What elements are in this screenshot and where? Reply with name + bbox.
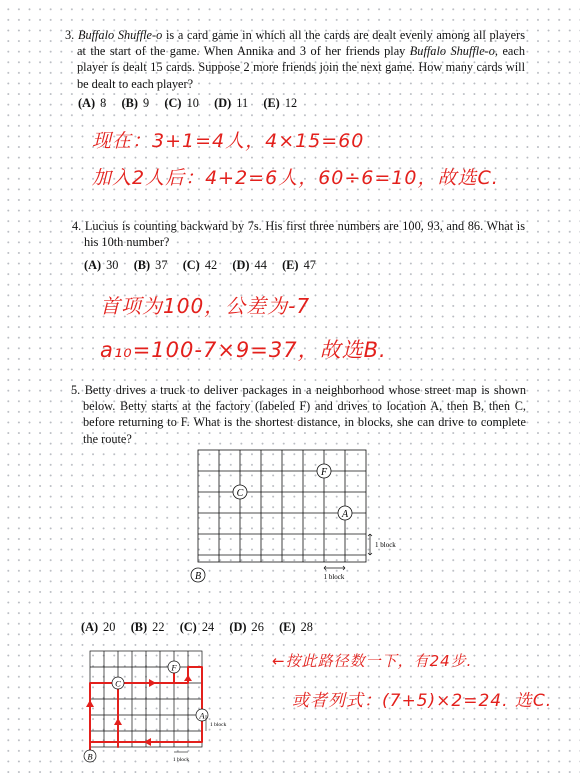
horizontal-scale-label: 1 block [323, 573, 345, 581]
question-5-text [71, 382, 526, 447]
question-text-part: is a card game in which all the cards are dealt evenly among all players at the start of the game. When Annika and 3 of her friends play [77, 28, 525, 59]
map-grid [198, 450, 366, 562]
question-text: Lucius is counting backward by 7s. His first three numbers are 100, 93, and 86. What is his 10th number? [84, 219, 525, 250]
handwritten-note: 或者列式：(7+5)×2=24. 选C. [292, 691, 553, 711]
choice-label: (B) [133, 258, 151, 272]
street-map [188, 448, 418, 593]
game-name: Buffalo Shuffle-o [409, 44, 495, 59]
choice-label: (B) [121, 96, 138, 110]
location-c-marker [112, 677, 124, 689]
choice-value: 9 [143, 96, 150, 110]
choice-value: 47 [303, 258, 316, 272]
choice-label: (A) [81, 620, 99, 634]
choice-label: (E) [263, 96, 280, 110]
choice-value: 20 [103, 620, 116, 634]
location-label: F [320, 467, 328, 478]
choice-label: (C) [179, 620, 197, 634]
choice-label: (D) [232, 258, 250, 272]
choice-label: (B) [130, 620, 148, 634]
question-5 [71, 382, 526, 447]
location-f-marker [317, 464, 331, 478]
location-f-marker [168, 661, 180, 673]
handwritten-note: 加入2人后：4+2=6人，60÷6=10，故选C. [92, 167, 499, 189]
choice-label: (D) [214, 96, 232, 110]
choice-value: 10 [186, 96, 199, 110]
answer-choices-q3 [78, 96, 297, 111]
question-text: Betty drives a truck to deliver packages in a neighborhood whose street map is shown below. Betty starts at the factory (labeled F) and drives to location A, then B, then C, before returning to F. What is the shortest distance, in blocks, she can drive to complete the route? [83, 383, 526, 446]
vertical-scale-label: 1 block [210, 722, 227, 728]
question-number: 3. [65, 28, 75, 42]
choice-label: (E) [282, 258, 299, 272]
choice-label: (D) [229, 620, 247, 634]
choice-value: 42 [204, 258, 218, 272]
choice-value: 37 [155, 258, 168, 272]
question-4 [72, 218, 525, 250]
location-label: C [115, 678, 121, 689]
choice-value: 11 [236, 96, 249, 110]
choice-value: 12 [284, 96, 298, 110]
location-label: B [87, 751, 93, 762]
solution-street-map [80, 648, 250, 766]
location-label: C [236, 488, 244, 499]
location-label: F [171, 662, 177, 673]
question-text-part: , each player is dealt 15 cards. Suppose 2 more friends join the next game. How many cards will be dealt to each player? [77, 44, 525, 91]
choice-value: 24 [201, 620, 215, 634]
map-grid [90, 651, 202, 747]
question-number: 4. [72, 219, 82, 233]
choice-value: 44 [254, 258, 267, 272]
horizontal-scale-marker [324, 566, 345, 570]
question-number: 5. [71, 383, 81, 397]
choice-value: 26 [251, 620, 264, 634]
handwritten-note: 现在：3+1=4人，4×15=60 [92, 130, 365, 152]
location-a-marker [338, 506, 352, 520]
answer-choices-q4 [84, 258, 316, 273]
choice-value: 30 [106, 258, 119, 272]
game-name: Buffalo Shuffle-o [77, 28, 163, 42]
question-4-text [72, 218, 525, 250]
question-3 [65, 27, 525, 92]
vertical-scale-marker [368, 534, 372, 555]
answer-choices-q5 [81, 620, 313, 635]
choice-label: (E) [279, 620, 296, 634]
handwritten-note: ←按此路径数一下，有24步. [272, 652, 473, 670]
choice-value: 28 [300, 620, 313, 634]
choice-label: (C) [164, 96, 182, 110]
choice-value: 22 [152, 620, 165, 634]
choice-value: 8 [100, 96, 107, 110]
location-label: A [341, 509, 349, 520]
location-b-marker [191, 568, 205, 582]
location-label: A [199, 710, 205, 721]
handwritten-note: a₁₀=100-7×9=37，故选B. [100, 338, 387, 362]
choice-label: (A) [84, 258, 102, 272]
vertical-scale-label: 1 block [375, 541, 396, 549]
choice-label: (C) [182, 258, 200, 272]
location-b-marker [84, 750, 96, 762]
location-c-marker [233, 485, 247, 499]
choice-label: (A) [78, 96, 96, 110]
horizontal-scale-label: 1 block [172, 757, 190, 763]
question-3-text [65, 27, 525, 92]
handwritten-note: 首项为100，公差为-7 [100, 294, 311, 318]
location-label: B [194, 571, 202, 582]
